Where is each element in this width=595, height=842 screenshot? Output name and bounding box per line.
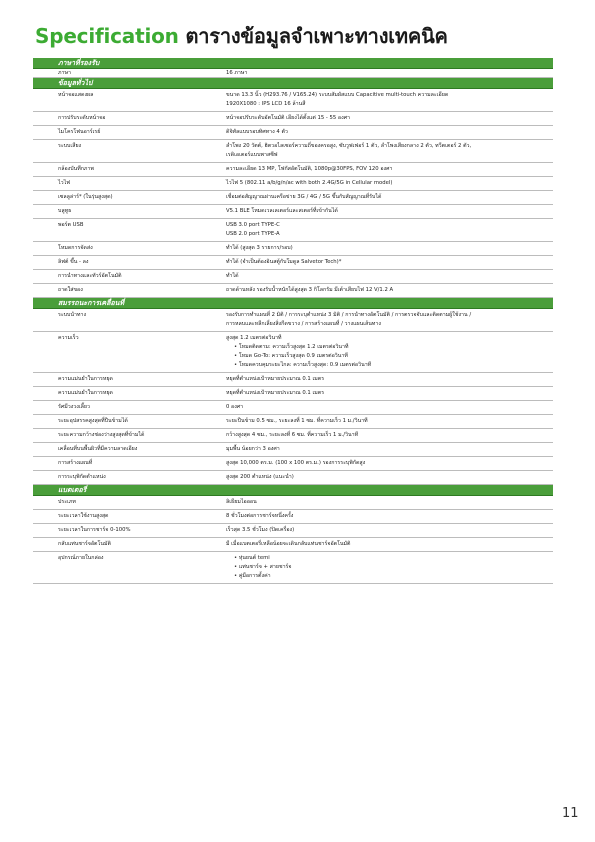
spec-row bbox=[33, 242, 553, 256]
spec-value bbox=[226, 459, 553, 468]
spec-label: ระบบนำทาง bbox=[58, 312, 87, 318]
spec-bullet-item: • โหมดควบคุมระยะไกล: ความเร็วสูงสุด: 0.9 เมตรต่อวินาที bbox=[226, 361, 545, 370]
spec-value-line: ลำโพง 20 วัตต์, ฮิตวอไลเซอร์ความถี่ของครอสูง, ซับวูฟเฟอร์ 1 ตัว, ลำโพงเสียงกลาง 2 ตัว, ทวีตเตอร์ 2 ตัว, bbox=[226, 143, 472, 149]
title-thai: ตารางข้อมูลจำเพาะทางเทคนิค bbox=[185, 24, 448, 48]
spec-value bbox=[226, 554, 553, 581]
spec-row bbox=[33, 126, 553, 140]
spec-label: ไมโครโฟนอาร์เรย์ bbox=[58, 129, 101, 135]
spec-bullet-item: • โหมด Go-To: ความเร็วสูงสุด 0.9 เมตรต่อวินาที bbox=[226, 352, 545, 361]
spec-label: ภาษา bbox=[58, 70, 71, 76]
spec-row bbox=[33, 284, 553, 298]
spec-bullet-item: • หุ่นยนต์ temi bbox=[226, 554, 545, 563]
spec-value bbox=[226, 221, 553, 239]
spec-value-line: ลิเธียมไอออน bbox=[226, 499, 257, 505]
spec-label: ความแม่นยำในการหยุด bbox=[58, 390, 113, 396]
spec-row bbox=[33, 177, 553, 191]
spec-row bbox=[33, 443, 553, 457]
spec-row bbox=[33, 429, 553, 443]
spec-label: เซลลูล่าร์* (ในรุ่นสูงสุด) bbox=[58, 194, 113, 200]
spec-label: ระยะเวลาใช้งานสูงสุด bbox=[58, 513, 109, 519]
spec-label: กลับแท่นชาร์จอัตโนมัติ bbox=[58, 541, 111, 547]
spec-value-line: สูงสุด 1.2 เมตรต่อวินาที bbox=[226, 335, 282, 341]
spec-value-line: ดิจิทัลแบบรอบทิศทาง 4 ตัว bbox=[226, 129, 288, 135]
spec-label: ความเร็ว bbox=[58, 335, 79, 341]
section-header: สมรรถนะการเคลื่อนที่ bbox=[33, 298, 553, 309]
spec-value bbox=[226, 540, 553, 549]
spec-row bbox=[33, 309, 553, 332]
page-number: 11 bbox=[562, 806, 579, 821]
spec-row bbox=[33, 140, 553, 163]
spec-row bbox=[33, 205, 553, 219]
spec-label: เคลื่อนที่บนพื้นผิวที่มีความลาดเอียง bbox=[58, 446, 138, 452]
spec-value-line: V5.1 BLE โหมดเวลเลเตอร์และสเตอร์ที่เข้ากันได้ bbox=[226, 208, 338, 214]
spec-row bbox=[33, 471, 553, 485]
spec-label: การสร้างแผนที่ bbox=[58, 460, 93, 466]
spec-value-line: ถาดด้านหลัง รองรับน้ำหนักได้สูงสุด 3 กิโลกรัม มีเต้าเสียบไฟ 12 V/1.2 A bbox=[226, 287, 394, 293]
spec-row bbox=[33, 373, 553, 387]
spec-value-line: รองรับการทำแผนที่ 2 มิติ / การระบุตำแหน่ง 3 มิติ / การนำทางอัตโนมัติ / การตรวจจับและติดตามผู้ใช้งาน / bbox=[226, 312, 472, 318]
spec-label: ระบบเสียง bbox=[58, 143, 82, 149]
spec-value bbox=[226, 272, 553, 281]
spec-value-line: สูงสุด 200 ตำแหน่ง (แนะนำ) bbox=[226, 474, 294, 480]
spec-value-line: 0 องศา bbox=[226, 404, 244, 410]
section-header: ภาษาที่รองรับ bbox=[33, 58, 553, 69]
section-header: แบตเตอรี่ bbox=[33, 485, 553, 496]
spec-value bbox=[226, 512, 553, 521]
spec-row bbox=[33, 332, 553, 373]
spec-row bbox=[33, 552, 553, 584]
spec-row bbox=[33, 496, 553, 510]
spec-value-line: ไวไฟ 5 (802.11 a/b/g/n/ac with both 2.4G/5G in Cellular model) bbox=[226, 180, 393, 186]
spec-label: ลิฟต์ ขึ้น - ลง bbox=[58, 259, 89, 265]
page-title bbox=[35, 20, 448, 52]
spec-label: การระบุพิกัดตำแหน่ง bbox=[58, 474, 106, 480]
spec-value-line: เชื่อมต่อสัญญาณผ่านเครือข่าย 3G / 4G / 5G ขึ้นกับสัญญาณที่รับได้ bbox=[226, 194, 382, 200]
spec-row bbox=[33, 163, 553, 177]
spec-value-line: เร็วสุด 3.5 ชั่วโมง (ปิดเครื่อง) bbox=[226, 527, 295, 533]
spec-value bbox=[226, 286, 553, 295]
spec-value bbox=[226, 142, 553, 160]
spec-table bbox=[33, 58, 553, 584]
spec-label: กล้องบันทึกภาพ bbox=[58, 166, 94, 172]
spec-label: ไวไฟ bbox=[58, 180, 71, 186]
spec-row bbox=[33, 69, 553, 78]
spec-value bbox=[226, 69, 553, 77]
spec-value bbox=[226, 498, 553, 507]
spec-value-line: USB 3.0 port TYPE-C bbox=[226, 222, 280, 228]
spec-value-line: 1920X1080 : IPS LCD 16 ล้านสี bbox=[226, 101, 306, 107]
spec-bullet-item: • โหมดติดตาม: ความเร็วสูงสุด 1.2 เมตรต่อวินาที bbox=[226, 343, 545, 352]
spec-label: ระยะเวลาในการชาร์จ 0-100% bbox=[58, 527, 131, 533]
spec-row bbox=[33, 510, 553, 524]
spec-value bbox=[226, 114, 553, 123]
spec-value-line: มุมพื้น น้อยกว่า 3 องศา bbox=[226, 446, 280, 452]
spec-row bbox=[33, 415, 553, 429]
spec-row bbox=[33, 401, 553, 415]
spec-value bbox=[226, 91, 553, 109]
spec-label: บลูทูธ bbox=[58, 208, 72, 214]
spec-value-line: ความละเอียด 13 MP, โฟกัสอัตโนมัติ, 1080p@30FPS, FOV 120 องศา bbox=[226, 166, 393, 172]
spec-row bbox=[33, 457, 553, 471]
spec-value-line: ทำได้ bbox=[226, 273, 239, 279]
spec-value bbox=[226, 375, 553, 384]
spec-value bbox=[226, 403, 553, 412]
spec-value-line: ทำได้ (สูงสุด 3 รายการ/รอบ) bbox=[226, 245, 293, 251]
spec-value bbox=[226, 258, 553, 267]
spec-label: พอร์ต USB bbox=[58, 222, 84, 228]
spec-label: รัศมีวงวงเลี้ยว bbox=[58, 404, 90, 410]
spec-value bbox=[226, 445, 553, 454]
spec-label: ระยะความกว้างช่องว่างสูงสุดที่ข้ามได้ bbox=[58, 432, 145, 438]
spec-value-line: หยุดที่ตำแหน่งเป้าหมายประมาณ 0.1 เมตร bbox=[226, 376, 325, 382]
spec-value-line: กว้างสูงสุด 4 ซม., ระยะลงที่ 6 ซม. ที่ความเร็ว 1 ม./วินาที bbox=[226, 432, 359, 438]
spec-label: ประเภท bbox=[58, 499, 76, 505]
spec-value-line: สูงสุด 10,000 ตร.ม. (100 x 100 ตร.ม.) รองการระบุพิกัดสูง bbox=[226, 460, 366, 466]
spec-row bbox=[33, 191, 553, 205]
spec-value-line: หน้าจอปรับระดับอัตโนมัติ เอียงได้ตั้งแต่ 15 - 55 องศา bbox=[226, 115, 351, 121]
spec-value-line: 16 ภาษา bbox=[226, 70, 248, 76]
spec-value bbox=[226, 128, 553, 137]
spec-value bbox=[226, 417, 553, 426]
spec-value bbox=[226, 473, 553, 482]
spec-value bbox=[226, 244, 553, 253]
spec-value-line: ทำได้ (จำเป็นต้องอินสตู้กับโมดูล Salvetor Tech)* bbox=[226, 259, 342, 265]
spec-label: การปรับระดับหน้าจอ bbox=[58, 115, 106, 121]
spec-value bbox=[226, 311, 553, 329]
spec-value bbox=[226, 179, 553, 188]
spec-label: อุปกรณ์ภายในกล่อง bbox=[58, 555, 104, 561]
spec-value bbox=[226, 389, 553, 398]
spec-label: ถาดใส่ของ bbox=[58, 287, 83, 293]
spec-value-line: ขนาด 13.3 นิ้ว (H293.76 / V165.24) ระบบสัมผัสแบบ Capacitive multi-touch ความละเอียด bbox=[226, 92, 449, 98]
spec-bullet-item: • แท่นชาร์จ + สายชาร์จ bbox=[226, 563, 545, 572]
spec-value-line: หยุดที่ตำแหน่งเป้าหมายประมาณ 0.1 เมตร bbox=[226, 390, 325, 396]
spec-row bbox=[33, 538, 553, 552]
spec-row bbox=[33, 219, 553, 242]
section-header: ข้อมูลทั่วไป bbox=[33, 78, 553, 89]
spec-value-line: ระยะปีนข้าม 0.5 ซม., ระยะลงที่ 1 ซม. ที่ความเร็ว 1 ม./วินาที bbox=[226, 418, 368, 424]
spec-value bbox=[226, 431, 553, 440]
spec-label: การนำทางและทัวร์อัตโนมัติ bbox=[58, 273, 122, 279]
spec-value bbox=[226, 526, 553, 535]
spec-bullet-item: • คู่มือการตั้งค่า bbox=[226, 572, 545, 581]
spec-value-line: USB 2.0 port TYPE-A bbox=[226, 231, 280, 237]
spec-row bbox=[33, 387, 553, 401]
spec-value bbox=[226, 334, 553, 370]
title-english: Specification bbox=[35, 24, 179, 48]
spec-label: โหมดการจัดส่ง bbox=[58, 245, 93, 251]
spec-value-line: เรดิเอเตอร์แบบพาสซีฟ bbox=[226, 152, 278, 158]
spec-label: ระยะอุปสรรคสูงสุดที่ปีนข้ามได้ bbox=[58, 418, 128, 424]
spec-row bbox=[33, 256, 553, 270]
spec-row bbox=[33, 112, 553, 126]
spec-value-line: การหลบและหลีกเลี่ยงสิ่งกีดขวาง / การสร้างแผนที่ / วางแผนเส้นทาง bbox=[226, 321, 381, 327]
spec-row bbox=[33, 524, 553, 538]
spec-label: ความแม่นยำในการหยุด bbox=[58, 376, 113, 382]
spec-value bbox=[226, 165, 553, 174]
spec-row bbox=[33, 270, 553, 284]
spec-value bbox=[226, 207, 553, 216]
spec-value-line: 8 ชั่วโมงต่อการชาร์จหนึ่งครั้ง bbox=[226, 513, 294, 519]
spec-value bbox=[226, 193, 553, 202]
spec-value-line: มี เมื่อแบตเตอรี่เหลือน้อยจะเดินกลับแท่นชาร์จอัตโนมัติ bbox=[226, 541, 351, 547]
spec-label: หน้าจอแสดงผล bbox=[58, 92, 94, 98]
spec-row bbox=[33, 89, 553, 112]
